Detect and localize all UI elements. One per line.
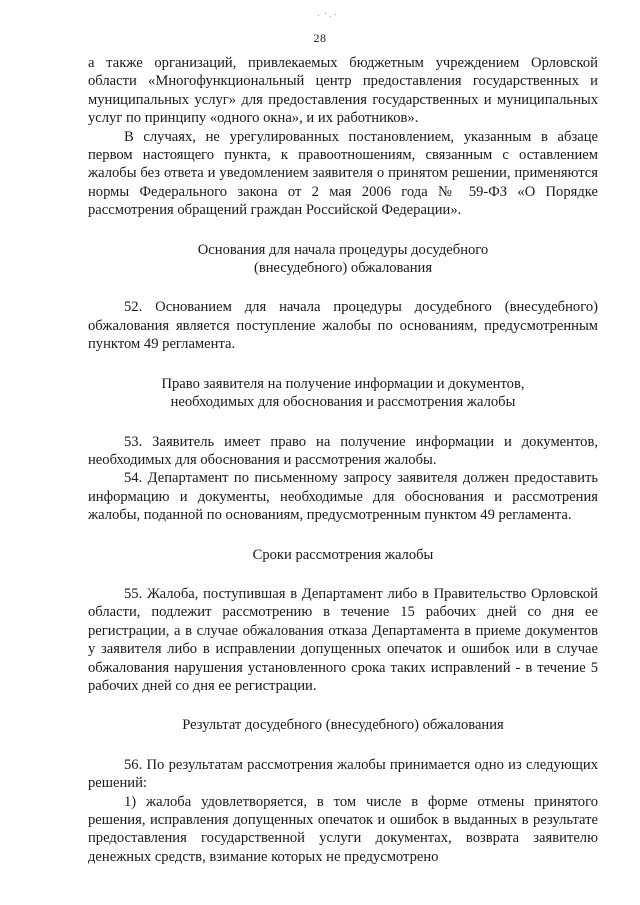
heading-rights-line2: необходимых для обоснования и рассмотрения жалобы bbox=[170, 394, 516, 411]
heading-terms bbox=[88, 546, 598, 564]
heading-rights bbox=[88, 375, 598, 412]
heading-grounds-line2: (внесудебного) обжалования bbox=[253, 260, 433, 277]
paragraph-54: 54. Департамент по письменному запросу заявителя должен предоставить информацию и документы, необходимые для обоснования и рассмотрения жалобы, поданной по основаниям, предусмотренным пунктом 49 регламента. bbox=[88, 470, 598, 524]
paragraph-56-item-1: 1) жалоба удовлетворяется, в том числе в форме отмены принятого решения, исправления допущенных опечаток и ошибок в выданных в результате предоставления государственной услуги документах, возврата заявителю денежных средств, взимание которых не предусмотрено bbox=[88, 793, 598, 865]
paragraph-55: 55. Жалоба, поступившая в Департамент либо в Правительство Орловской области, подлежит рассмотрению в течение 15 рабочих дней со дня ее регистрации, а в случае обжалования отказа Департамента в приеме документов у заявителя либо в исправлении допущенных опечаток и ошибок или в случае обжалования нарушения установленного срока таких исправлений - в течение 5 рабочих дней со дня ее регистрации. bbox=[88, 585, 598, 694]
paragraph-56: 56. По результатам рассмотрения жалобы принимается одно из следующих решений: bbox=[88, 756, 598, 792]
paragraph-intro: а также организаций, привлекаемых бюджетным учреждением Орловской области «Многофункциональный центр предоставления государственных и муниципальных услуг» для предоставления государственных и муниципальных услуг по принципу «одного окна», и их работников». bbox=[88, 55, 598, 127]
heading-terms-line: Сроки рассмотрения жалобы bbox=[252, 546, 434, 563]
heading-result bbox=[88, 716, 598, 734]
paragraph-53: 53. Заявитель имеет право на получение информации и документов, необходимых для обоснования и рассмотрения жалобы. bbox=[88, 433, 598, 468]
heading-rights-line1: Право заявителя на получение информации и документов, bbox=[161, 375, 525, 392]
heading-grounds bbox=[88, 241, 598, 278]
page-number: 28 bbox=[313, 31, 327, 45]
scan-artifact bbox=[316, 12, 338, 18]
heading-grounds-line1: Основания для начала процедуры досудебного bbox=[197, 241, 489, 258]
paragraph-52: 52. Основанием для начала процедуры досудебного (внесудебного) обжалования является поступление жалобы по основаниям, предусмотренным пунктом 49 регламента. bbox=[88, 299, 598, 353]
paragraph-cases: В случаях, не урегулированных постановлением, указанным в абзаце первом настоящего пункта, к правоотношениям, связанным с оставлением жалобы без ответа и уведомлением заявителя о принятом решении, применяются нормы Федерального закона от 2 мая 2006 года № 59-ФЗ «О Порядке рассмотрения обращений граждан Российской Федерации». bbox=[88, 128, 598, 219]
heading-result-line: Результат досудебного (внесудебного) обжалования bbox=[182, 717, 504, 734]
document-body bbox=[88, 54, 598, 866]
